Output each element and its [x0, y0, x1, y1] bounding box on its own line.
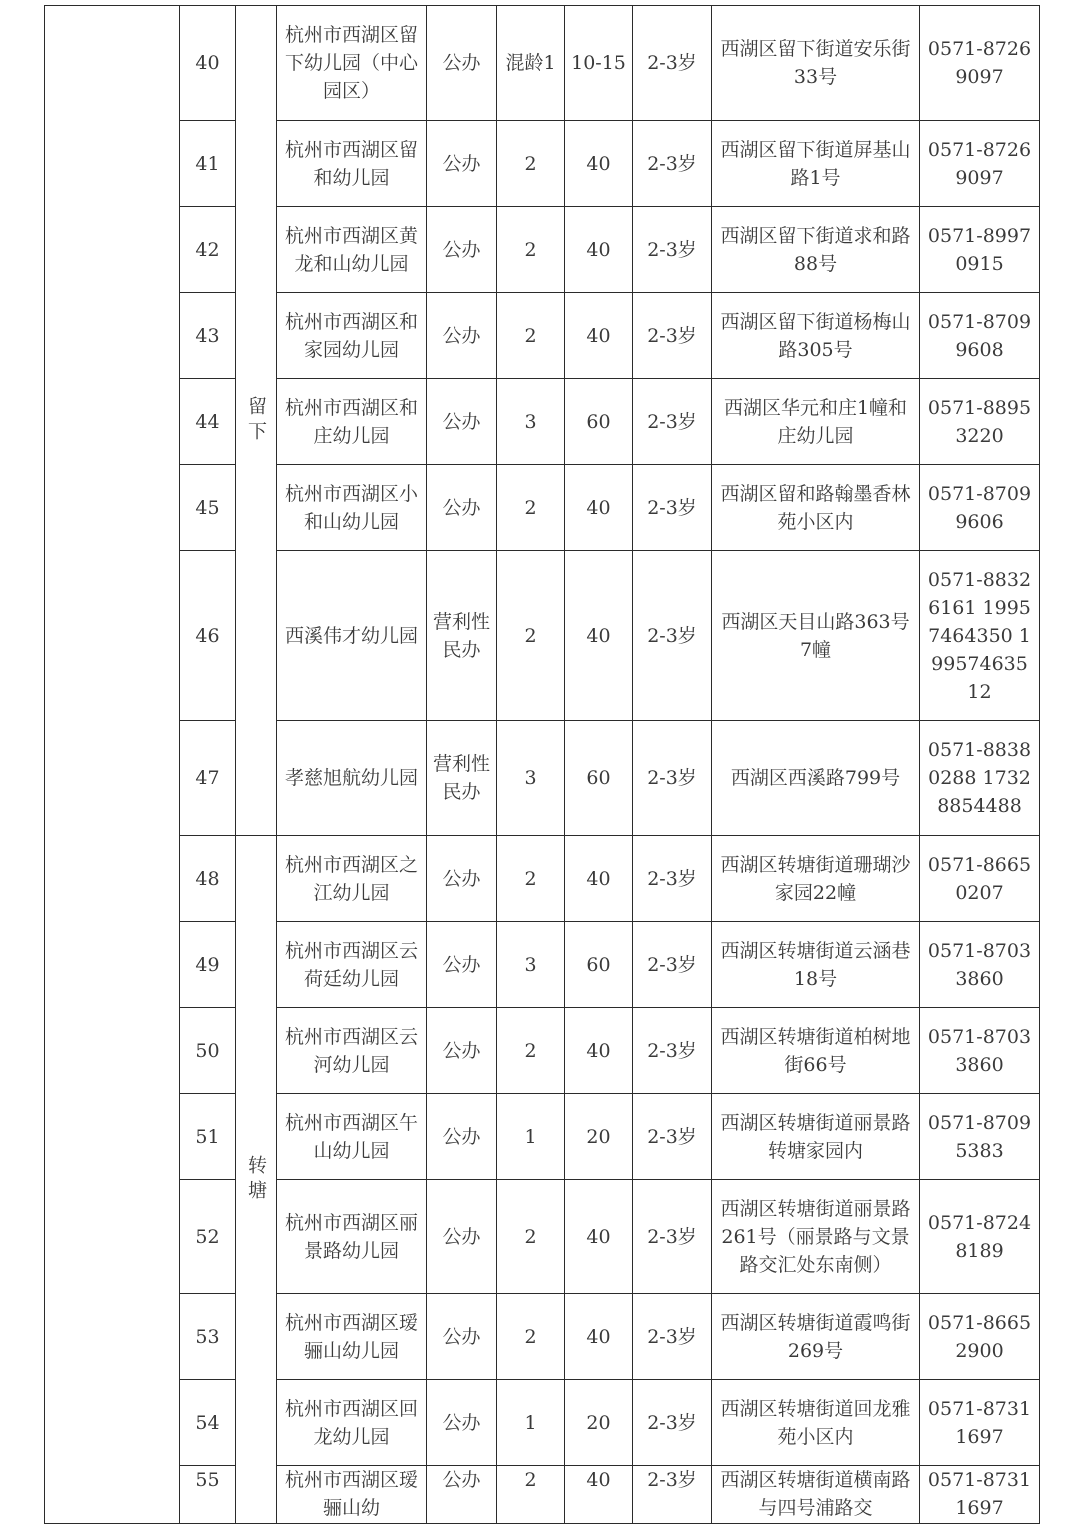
phone: 0571-88326161 19957464350 19957463512 [920, 551, 1040, 721]
kindergarten-table [44, 5, 1040, 1524]
age-range: 2-3岁 [633, 1294, 712, 1380]
table-row [45, 1180, 1040, 1294]
age-range: 2-3岁 [633, 1094, 712, 1180]
ownership-type: 营利性民办 [427, 551, 497, 721]
row-number: 55 [180, 1466, 236, 1524]
row-number: 41 [180, 121, 236, 207]
kindergarten-name: 杭州市西湖区云荷廷幼儿园 [277, 922, 427, 1008]
address: 西湖区天目山路363号7幢 [712, 551, 920, 721]
row-number: 54 [180, 1380, 236, 1466]
area-cell-zhuantang: 转塘 [236, 836, 277, 1524]
age-range: 2-3岁 [633, 836, 712, 922]
row-number: 50 [180, 1008, 236, 1094]
table-row [45, 1294, 1040, 1380]
class-count: 2 [497, 1008, 565, 1094]
table-row [45, 551, 1040, 721]
capacity: 10-15 [565, 6, 633, 121]
capacity: 60 [565, 922, 633, 1008]
phone: 0571-87269097 [920, 6, 1040, 121]
address: 西湖区转塘街道丽景路261号（丽景路与文景路交汇处东南侧） [712, 1180, 920, 1294]
phone: 0571-87311697 [920, 1466, 1040, 1524]
row-number: 44 [180, 379, 236, 465]
address: 西湖区转塘街道云涵巷18号 [712, 922, 920, 1008]
row-number: 46 [180, 551, 236, 721]
row-number: 49 [180, 922, 236, 1008]
ownership-type: 公办 [427, 922, 497, 1008]
class-count: 2 [497, 121, 565, 207]
phone: 0571-88953220 [920, 379, 1040, 465]
age-range: 2-3岁 [633, 721, 712, 836]
row-number: 51 [180, 1094, 236, 1180]
kindergarten-name: 杭州市西湖区瑷骊山幼 [277, 1466, 427, 1524]
phone: 0571-87099606 [920, 465, 1040, 551]
table-row [45, 293, 1040, 379]
capacity: 60 [565, 721, 633, 836]
class-count: 2 [497, 836, 565, 922]
age-range: 2-3岁 [633, 1380, 712, 1466]
address: 西湖区转塘街道柏树地街66号 [712, 1008, 920, 1094]
phone: 0571-88380288 17328854488 [920, 721, 1040, 836]
kindergarten-name: 杭州市西湖区之江幼儿园 [277, 836, 427, 922]
ownership-type: 营利性民办 [427, 721, 497, 836]
kindergarten-name: 杭州市西湖区黄龙和山幼儿园 [277, 207, 427, 293]
ownership-type: 公办 [427, 207, 497, 293]
ownership-type: 公办 [427, 1294, 497, 1380]
ownership-type: 公办 [427, 1380, 497, 1466]
area-cell-liuxia: 留下 [236, 6, 277, 836]
capacity: 40 [565, 1180, 633, 1294]
capacity: 20 [565, 1094, 633, 1180]
address: 西湖区转塘街道横南路与四号浦路交 [712, 1466, 920, 1524]
address: 西湖区转塘街道回龙雅苑小区内 [712, 1380, 920, 1466]
age-range: 2-3岁 [633, 922, 712, 1008]
phone: 0571-86652900 [920, 1294, 1040, 1380]
table-row [45, 922, 1040, 1008]
address: 西湖区留和路翰墨香林苑小区内 [712, 465, 920, 551]
table-row [45, 207, 1040, 293]
table-row [45, 379, 1040, 465]
table-row [45, 121, 1040, 207]
ownership-type: 公办 [427, 6, 497, 121]
ownership-type: 公办 [427, 836, 497, 922]
address: 西湖区转塘街道珊瑚沙家园22幢 [712, 836, 920, 922]
age-range: 2-3岁 [633, 293, 712, 379]
address: 西湖区留下街道安乐街33号 [712, 6, 920, 121]
age-range: 2-3岁 [633, 6, 712, 121]
capacity: 40 [565, 465, 633, 551]
class-count: 2 [497, 551, 565, 721]
row-number: 40 [180, 6, 236, 121]
class-count: 混龄1 [497, 6, 565, 121]
kindergarten-name: 杭州市西湖区丽景路幼儿园 [277, 1180, 427, 1294]
class-count: 2 [497, 1294, 565, 1380]
age-range: 2-3岁 [633, 1466, 712, 1524]
age-range: 2-3岁 [633, 379, 712, 465]
kindergarten-name: 杭州市西湖区和庄幼儿园 [277, 379, 427, 465]
ownership-type: 公办 [427, 1180, 497, 1294]
phone: 0571-86650207 [920, 836, 1040, 922]
capacity: 40 [565, 1294, 633, 1380]
ownership-type: 公办 [427, 293, 497, 379]
ownership-type: 公办 [427, 379, 497, 465]
capacity: 60 [565, 379, 633, 465]
district-cell [45, 6, 180, 1524]
phone: 0571-87311697 [920, 1380, 1040, 1466]
address: 西湖区留下街道屏基山路1号 [712, 121, 920, 207]
class-count: 2 [497, 1466, 565, 1524]
age-range: 2-3岁 [633, 465, 712, 551]
row-number: 42 [180, 207, 236, 293]
age-range: 2-3岁 [633, 1008, 712, 1094]
kindergarten-name: 杭州市西湖区留下幼儿园（中心园区） [277, 6, 427, 121]
ownership-type: 公办 [427, 1466, 497, 1524]
class-count: 3 [497, 721, 565, 836]
table-row [45, 836, 1040, 922]
capacity: 40 [565, 121, 633, 207]
phone: 0571-87033860 [920, 1008, 1040, 1094]
capacity: 40 [565, 551, 633, 721]
row-number: 48 [180, 836, 236, 922]
capacity: 20 [565, 1380, 633, 1466]
kindergarten-name: 杭州市西湖区午山幼儿园 [277, 1094, 427, 1180]
class-count: 2 [497, 207, 565, 293]
capacity: 40 [565, 1466, 633, 1524]
kindergarten-name: 杭州市西湖区小和山幼儿园 [277, 465, 427, 551]
kindergarten-name: 杭州市西湖区留和幼儿园 [277, 121, 427, 207]
kindergarten-name: 杭州市西湖区和家园幼儿园 [277, 293, 427, 379]
class-count: 3 [497, 379, 565, 465]
age-range: 2-3岁 [633, 207, 712, 293]
age-range: 2-3岁 [633, 1180, 712, 1294]
capacity: 40 [565, 836, 633, 922]
class-count: 2 [497, 293, 565, 379]
ownership-type: 公办 [427, 121, 497, 207]
row-number: 52 [180, 1180, 236, 1294]
kindergarten-name: 西溪伟才幼儿园 [277, 551, 427, 721]
class-count: 2 [497, 1180, 565, 1294]
table-row [45, 1466, 1040, 1524]
age-range: 2-3岁 [633, 121, 712, 207]
class-count: 1 [497, 1094, 565, 1180]
capacity: 40 [565, 293, 633, 379]
capacity: 40 [565, 207, 633, 293]
capacity: 40 [565, 1008, 633, 1094]
phone: 0571-87095383 [920, 1094, 1040, 1180]
class-count: 2 [497, 465, 565, 551]
address: 西湖区华元和庄1幢和庄幼儿园 [712, 379, 920, 465]
ownership-type: 公办 [427, 1094, 497, 1180]
address: 西湖区西溪路799号 [712, 721, 920, 836]
address: 西湖区转塘街道霞鸣街269号 [712, 1294, 920, 1380]
kindergarten-name: 杭州市西湖区云河幼儿园 [277, 1008, 427, 1094]
ownership-type: 公办 [427, 1008, 497, 1094]
kindergarten-name: 杭州市西湖区回龙幼儿园 [277, 1380, 427, 1466]
phone: 0571-87033860 [920, 922, 1040, 1008]
address: 西湖区留下街道求和路88号 [712, 207, 920, 293]
ownership-type: 公办 [427, 465, 497, 551]
row-number: 43 [180, 293, 236, 379]
row-number: 53 [180, 1294, 236, 1380]
age-range: 2-3岁 [633, 551, 712, 721]
table-row [45, 1094, 1040, 1180]
table-row [45, 6, 1040, 121]
class-count: 3 [497, 922, 565, 1008]
table-row [45, 465, 1040, 551]
phone: 0571-87099608 [920, 293, 1040, 379]
address: 西湖区转塘街道丽景路转塘家园内 [712, 1094, 920, 1180]
table-row [45, 1008, 1040, 1094]
phone: 0571-87269097 [920, 121, 1040, 207]
kindergarten-name: 杭州市西湖区瑷骊山幼儿园 [277, 1294, 427, 1380]
phone: 0571-87248189 [920, 1180, 1040, 1294]
row-number: 45 [180, 465, 236, 551]
row-number: 47 [180, 721, 236, 836]
class-count: 1 [497, 1380, 565, 1466]
address: 西湖区留下街道杨梅山路305号 [712, 293, 920, 379]
table-row [45, 1380, 1040, 1466]
phone: 0571-89970915 [920, 207, 1040, 293]
kindergarten-name: 孝慈旭航幼儿园 [277, 721, 427, 836]
table-row [45, 721, 1040, 836]
